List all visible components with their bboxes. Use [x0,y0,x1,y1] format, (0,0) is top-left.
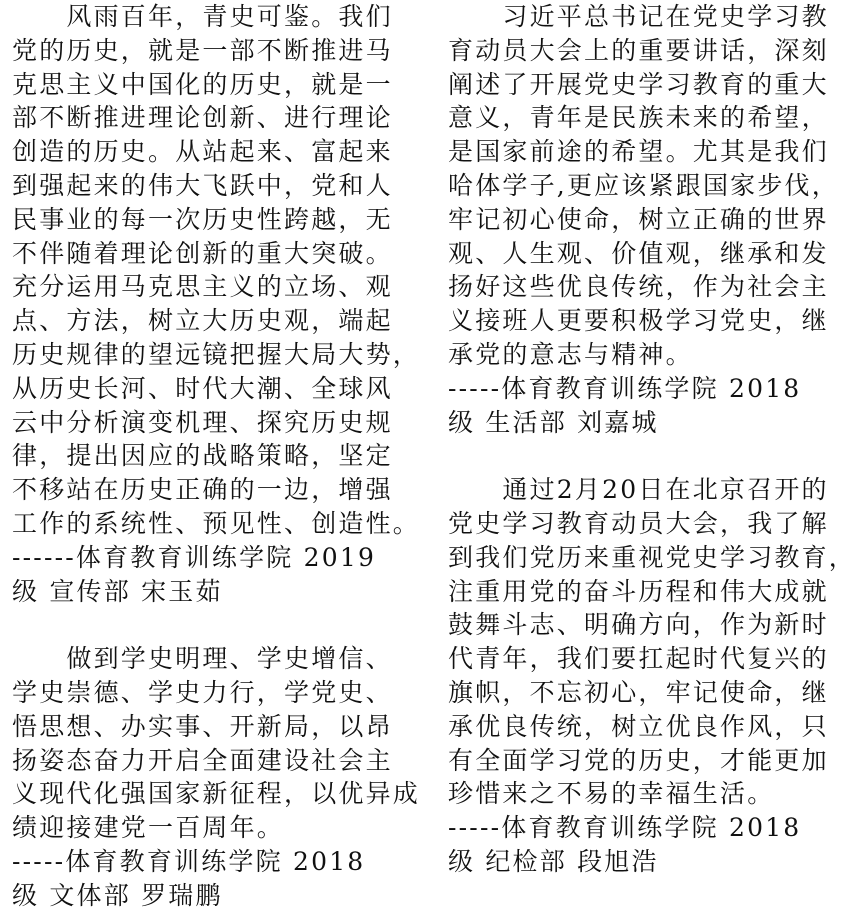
author-signature [12,541,422,609]
paragraph-line: 有全面学习党的历史，才能更加 [448,745,829,775]
paragraph-line: 不伴随着理论创新的重大突破。 [12,238,393,268]
paragraph-line: 鼓舞斗志、明确方向，作为新时 [448,610,829,640]
paragraph-line: 党的历史，就是一部不断推进马 [12,35,393,65]
essay-paragraph [448,473,856,811]
essay-block-4 [448,473,856,879]
essay-paragraph [448,0,848,372]
paragraph-line: 克思主义中国化的历史，就是一 [12,69,393,99]
paragraph-line: 意义，青年是民族未来的希望， [448,103,829,133]
paragraph-line: 哈体学子,更应该紧跟国家步伐， [448,170,839,200]
paragraph-line: 工作的系统性、预见性、创造性。 [12,508,421,538]
signature-line: -----体育教育训练学院 2018 [448,373,802,403]
left-column [12,0,422,913]
signature-line: 级 生活部 刘嘉城 [448,407,659,437]
paragraph-line: 阐述了开展党史学习教育的重大 [448,69,829,99]
paragraph-line: 民事业的每一次历史性跨越，无 [12,204,393,234]
right-column [448,0,856,879]
block-spacer [12,608,422,642]
author-signature [448,811,848,879]
paragraph-line: 党史学习教育动员大会，我了解 [448,508,829,538]
essay-paragraph [12,0,422,541]
paragraph-line: 云中分析演变机理、探究历史规 [12,407,393,437]
paragraph-line: 扬好这些优良传统，作为社会主 [448,272,829,302]
paragraph-line: 承党的意志与精神。 [448,339,693,369]
essay-block-2 [12,642,422,912]
signature-line: 级 纪检部 段旭浩 [448,846,659,876]
paragraph-line: 扬姿态奋力开启全面建设社会主 [12,745,393,775]
paragraph-line: 律，提出因应的战略策略，坚定 [12,441,393,471]
paragraph-line: 到我们党历来重视党史学习教育， [448,542,856,572]
paragraph-line: 学史崇德、学史力行，学党史、 [12,677,393,707]
paragraph-line: 牢记初心使命，树立正确的世界 [448,204,829,234]
author-signature [12,845,422,913]
paragraph-line: 悟思想、办实事、开新局，以昂 [12,711,393,741]
essay-paragraph [12,642,422,845]
paragraph-line: 是国家前途的希望。尤其是我们 [448,137,829,167]
paragraph-line: 代青年，我们要扛起时代复兴的 [448,644,829,674]
paragraph-line: 绩迎接建党一百周年。 [12,813,285,843]
paragraph-line: 注重用党的奋斗历程和伟大成就 [448,576,829,606]
signature-line: -----体育教育训练学院 2018 [12,846,366,876]
paragraph-line: 做到学史明理、学史增信、 [12,644,393,674]
signature-line: -----体育教育训练学院 2018 [448,813,802,843]
paragraph-line: 部不断推进理论创新、进行理论 [12,103,393,133]
signature-line: ------体育教育训练学院 2019 [12,542,377,572]
signature-line: 级 宣传部 宋玉茹 [12,576,223,606]
paragraph-line: 点、方法，树立大历史观，端起 [12,306,393,336]
essay-block-1 [12,0,422,608]
paragraph-line: 育动员大会上的重要讲话，深刻 [448,35,829,65]
paragraph-line: 义接班人更要积极学习党史，继 [448,306,829,336]
paragraph-line: 风雨百年，青史可鉴。我们 [12,2,393,31]
block-spacer [448,439,848,473]
signature-line: 级 文体部 罗瑞鹏 [12,880,223,910]
paragraph-line: 义现代化强国家新征程，以优异成 [12,779,421,809]
paragraph-line: 珍惜来之不易的幸福生活。 [448,779,775,809]
essay-block-3 [448,0,848,439]
paragraph-line: 旗帜，不忘初心，牢记使命，继 [448,677,829,707]
paragraph-line: 观、人生观、价值观，继承和发 [448,238,829,268]
paragraph-line: 承优良传统，树立优良作风，只 [448,711,829,741]
paragraph-line: 不移站在历史正确的一边，增强 [12,475,393,505]
paragraph-line: 从历史长河、时代大潮、全球风 [12,373,393,403]
paragraph-line: 创造的历史。从站起来、富起来 [12,137,393,167]
author-signature [448,372,848,440]
paragraph-line: 到强起来的伟大飞跃中，党和人 [12,170,393,200]
paragraph-line: 习近平总书记在党史学习教 [448,2,829,31]
paragraph-line: 通过2月20日在北京召开的 [448,475,829,505]
paragraph-line: 历史规律的望远镜把握大局大势， [12,339,421,369]
paragraph-line: 充分运用马克思主义的立场、观 [12,272,393,302]
